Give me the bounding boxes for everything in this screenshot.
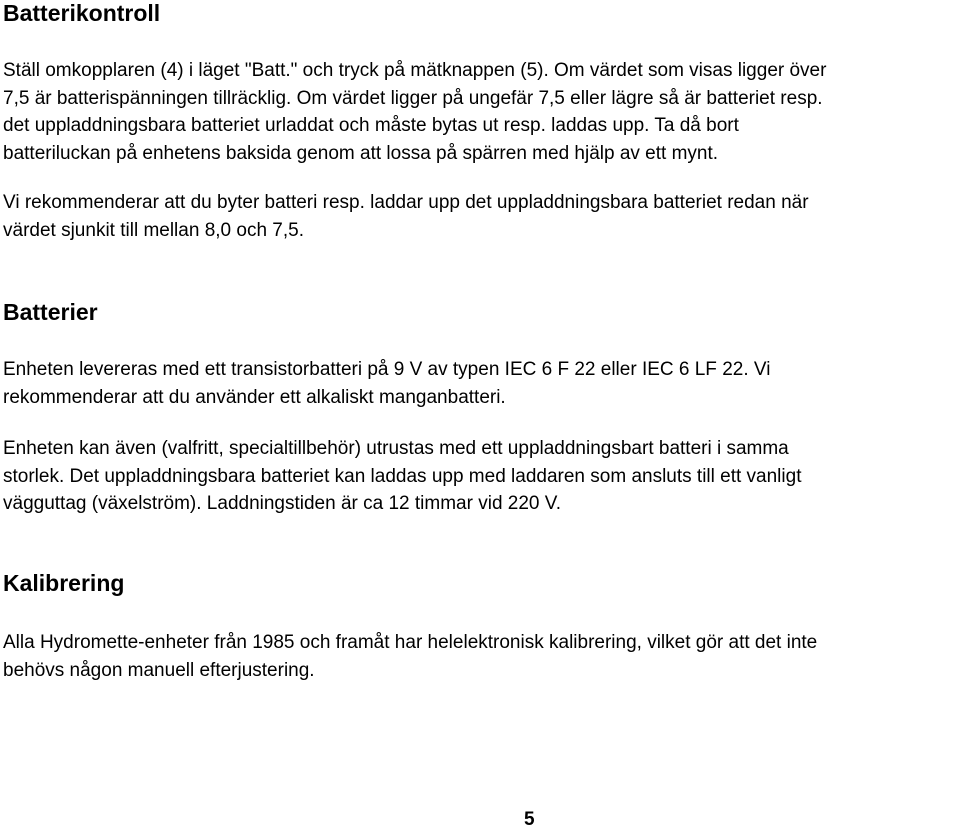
- text-line: Enheten kan även (valfritt, specialtillbehör) utrustas med ett uppladdningsbart batteri i samma: [3, 438, 789, 459]
- text-line: värdet sjunkit till mellan 8,0 och 7,5.: [3, 219, 304, 241]
- section-heading-batterikontroll: Batterikontroll: [3, 0, 161, 26]
- text-line: Enheten levereras med ett transistorbatteri på 9 V av typen IEC 6 F 22 eller IEC 6 LF 22. Vi: [3, 359, 771, 380]
- paragraph-battery-recommendation: [3, 189, 809, 244]
- text-line: Vi rekommenderar att du byter batteri resp. laddar upp det uppladdningsbara batteriet redan när: [3, 192, 809, 213]
- paragraph-rechargeable-battery: [3, 435, 801, 518]
- paragraph-battery-type: [3, 356, 770, 411]
- paragraph-calibration: [3, 629, 817, 684]
- text-line: Alla Hydromette-enheter från 1985 och framåt har helelektronisk kalibrering, vilket gör att det inte: [3, 632, 818, 653]
- text-line: 7,5 är batterispänningen tillräcklig. Om värdet ligger på ungefär 7,5 eller lägre så är batteriet resp.: [3, 87, 823, 109]
- section-heading-batterier: Batterier: [3, 299, 98, 325]
- text-line: Ställ omkopplaren (4) i läget "Batt." och tryck på mätknappen (5). Om värdet som visas ligger över: [3, 60, 827, 81]
- paragraph-battery-check: [3, 57, 826, 167]
- section-heading-kalibrering: Kalibrering: [3, 570, 125, 596]
- text-line: det uppladdningsbara batteriet urladdat och måste bytas ut resp. laddas upp. Ta då bort: [3, 115, 739, 136]
- text-line: batteriluckan på enhetens baksida genom att lossa på spärren med hjälp av ett mynt.: [3, 142, 719, 164]
- text-line: storlek. Det uppladdningsbara batteriet kan laddas upp med laddaren som ansluts till ett vanligt: [3, 465, 802, 487]
- text-line: vägguttag (växelström). Laddningstiden är ca 12 timmar vid 220 V.: [3, 493, 561, 514]
- page-number: 5: [524, 809, 535, 830]
- text-line: behövs någon manuell efterjustering.: [3, 659, 315, 681]
- text-line: rekommenderar att du använder ett alkaliskt manganbatteri.: [3, 386, 506, 408]
